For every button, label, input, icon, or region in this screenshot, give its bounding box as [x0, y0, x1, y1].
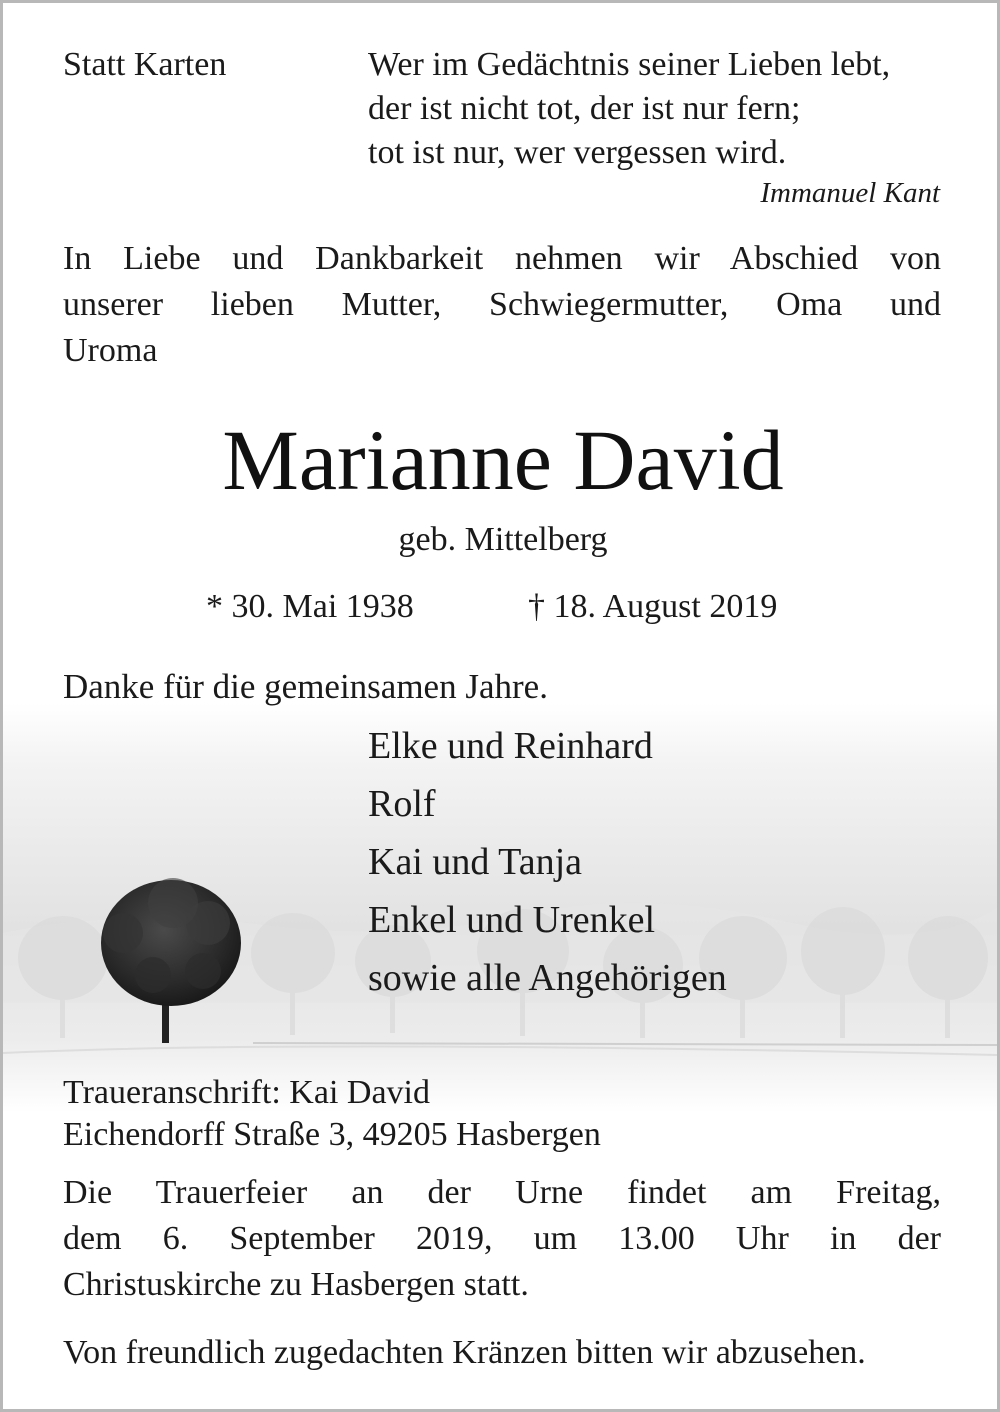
- closing-note: Von freundlich zugedachten Kränzen bitten wir abzusehen.: [63, 1334, 866, 1371]
- maiden-name: geb. Mittelberg: [398, 521, 608, 558]
- deceased-name: Marianne David: [222, 412, 784, 508]
- statt-karten-label: Statt Karten: [63, 46, 227, 83]
- ceremony-line: Die Trauerfeier an der Urne findet am Freitag,: [63, 1174, 941, 1211]
- quote-block: [368, 43, 890, 175]
- intro-line: unserer lieben Mutter, Schwiegermutter, Oma und: [63, 286, 941, 323]
- quote-line: tot ist nur, wer vergessen wird.: [368, 134, 787, 171]
- mourner-entry: sowie alle Angehörigen: [368, 957, 727, 999]
- quote-line: Wer im Gedächtnis seiner Lieben lebt,: [368, 46, 891, 83]
- address-line: Eichendorff Straße 3, 49205 Hasbergen: [63, 1116, 601, 1153]
- quote-author: Immanuel Kant: [760, 177, 940, 209]
- mourner-entry: Kai und Tanja: [368, 841, 583, 883]
- ceremony-line: Christuskirche zu Hasbergen statt.: [63, 1266, 529, 1303]
- mourner-entry: Rolf: [368, 783, 436, 825]
- ceremony-line: dem 6. September 2019, um 13.00 Uhr in der: [63, 1220, 941, 1257]
- intro-line: In Liebe und Dankbarkeit nehmen wir Abschied von: [63, 240, 941, 277]
- intro-line: Uroma: [63, 332, 158, 369]
- quote-line: der ist nicht tot, der ist nur fern;: [368, 90, 801, 127]
- address-line: Traueranschrift: Kai David: [63, 1074, 430, 1111]
- birth-date: * 30. Mai 1938: [206, 588, 414, 625]
- thanks-line: Danke für die gemeinsamen Jahre.: [63, 667, 548, 706]
- mourner-entry: Enkel und Urenkel: [368, 899, 656, 941]
- mourners-list: [368, 717, 727, 1007]
- mourner-entry: Elke und Reinhard: [368, 725, 653, 767]
- death-date: † 18. August 2019: [528, 588, 778, 625]
